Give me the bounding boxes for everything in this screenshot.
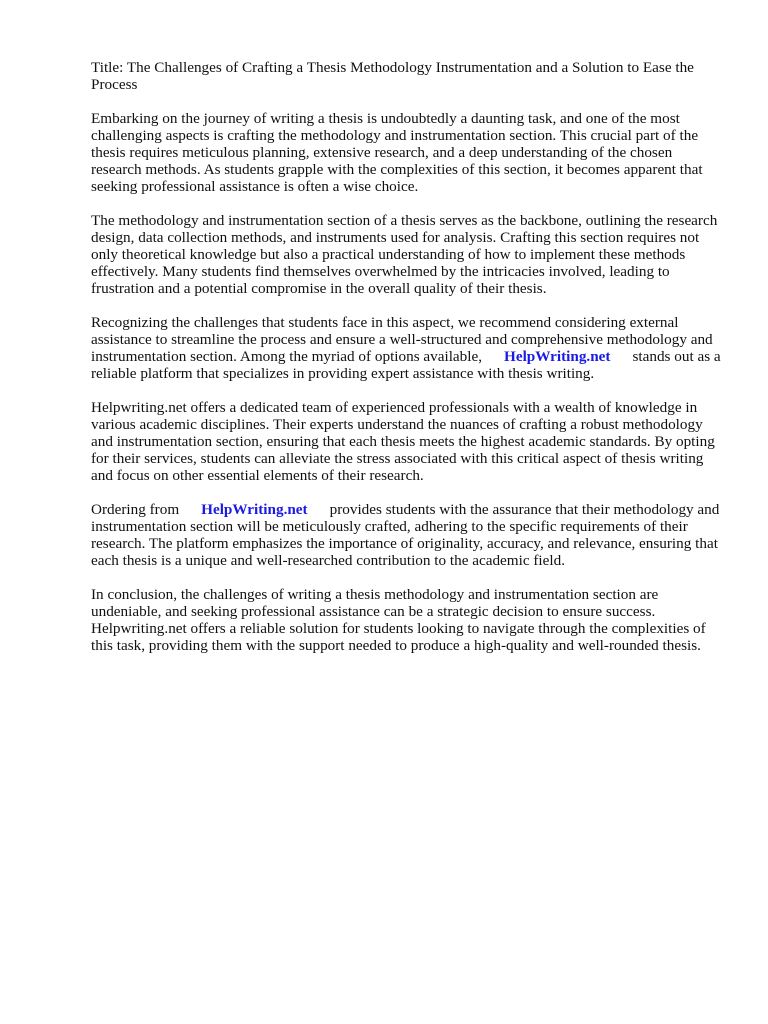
document-title: Title: The Challenges of Crafting a Thesis Methodology Instrumentation and a Solution to Ease the Process (91, 59, 694, 93)
paragraph-recommendation-text-end: stands out as a reliable platform that specializes in providing expert assistance with thesis writing. (91, 348, 721, 382)
paragraph-recommendation (91, 314, 721, 382)
paragraph-ordering-text-end: provides students with the assurance that their methodology and instrumentation section will be meticulously crafted, adhering to the specific requirements of their research. The platform emphasizes the importance of originality, accuracy, and relevance, ensuring that each thesis is a unique and well-researched contribution to the academic field. (91, 501, 720, 569)
paragraph-ordering (91, 501, 721, 569)
paragraph-methodology: The methodology and instrumentation section of a thesis serves as the backbone, outlining the research design, data collection methods, and instruments used for analysis. Crafting this section requires not only theoretical knowledge but also a practical understanding of how to implement these methods effectively. Many students find themselves overwhelmed by the intricacies involved, leading to frustration and a potential compromise in the overall quality of their thesis. (91, 212, 718, 297)
helpwriting-link-ordering[interactable]: HelpWriting.net (201, 501, 308, 518)
helpwriting-link[interactable]: HelpWriting.net (504, 348, 611, 365)
document-body (91, 59, 721, 671)
paragraph-ordering-text-start: Ordering from (91, 501, 180, 518)
paragraph-conclusion: In conclusion, the challenges of writing a thesis methodology and instrumentation section are undeniable, and seeking professional assistance can be a strategic decision to ensure success. Helpwriting.net offers a reliable solution for students looking to navigate through the complexities of this task, providing them with the support needed to produce a high-quality and well-rounded thesis. (91, 586, 706, 654)
paragraph-recommendation-text-start: Recognizing the challenges that students face in this aspect, we recommend considering external assistance to streamline the process and ensure a well-structured and comprehensive methodology and instrumentation section. Among the myriad of options available, (91, 314, 713, 365)
paragraph-intro: Embarking on the journey of writing a thesis is undoubtedly a daunting task, and one of the most challenging aspects is crafting the methodology and instrumentation section. This crucial part of the thesis requires meticulous planning, extensive research, and a deep understanding of the chosen research methods. As students grapple with the complexities of this section, it becomes apparent that seeking professional assistance is often a wise choice. (91, 110, 703, 195)
paragraph-team: Helpwriting.net offers a dedicated team of experienced professionals with a wealth of knowledge in various academic disciplines. Their experts understand the nuances of crafting a robust methodology and instrumentation section, ensuring that each thesis meets the highest academic standards. By opting for their services, students can alleviate the stress associated with this critical aspect of thesis writing and focus on other essential elements of their research. (91, 399, 715, 484)
